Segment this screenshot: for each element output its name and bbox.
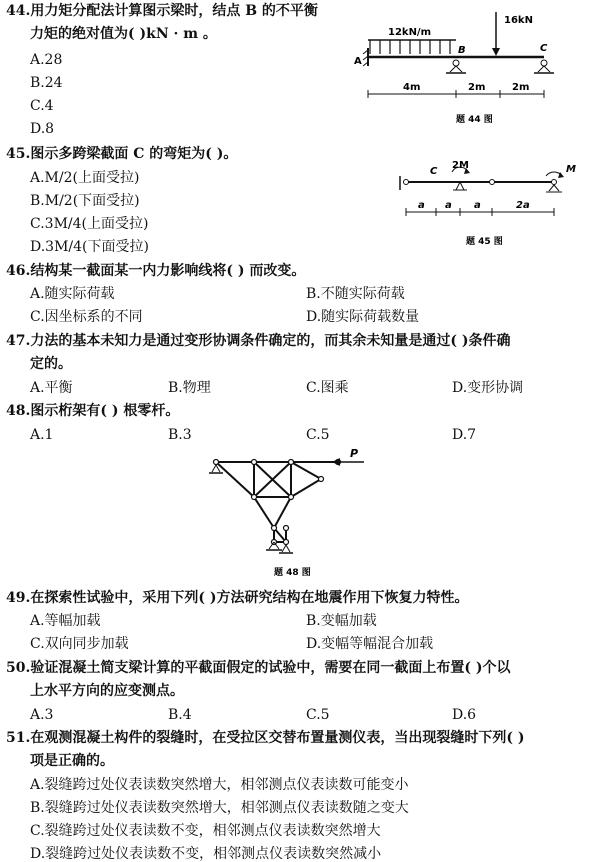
- q45-option-b: B.M/2(下面受拉): [30, 193, 140, 209]
- q48-option-b: B.3: [168, 427, 192, 443]
- figure-48-truss-diagram: [202, 446, 382, 578]
- q51-option-d: D.裂缝跨过处仪表读数不变，相邻测点仪表读数突然减小: [30, 846, 382, 862]
- q47-line-2: 定的。: [30, 356, 72, 372]
- q47-option-d: D.变形协调: [452, 380, 524, 396]
- q48-option-a: A.1: [30, 427, 54, 443]
- figure-44-beam-diagram: [348, 8, 558, 126]
- q44-line-1: 44.用力矩分配法计算图示梁时，结点 B 的不平衡: [6, 3, 318, 19]
- q49-option-c: C.双向同步加载: [30, 636, 129, 652]
- fig48-caption: 题 48 图: [274, 568, 311, 578]
- q46-option-d: D.随实际荷载数量: [306, 309, 420, 325]
- q47-option-c: C.图乘: [306, 380, 349, 396]
- q50-line-2: 上水平方向的应变测点。: [30, 683, 184, 699]
- q48-option-d: D.7: [452, 427, 477, 443]
- fig44-caption: 题 44 图: [456, 115, 493, 125]
- fig44-label-b: B: [458, 45, 466, 56]
- q48-option-c: C.5: [306, 427, 330, 443]
- q47-line-1: 47.力法的基本未知力是通过变形协调条件确定的，而其余未知量是通过( )条件确: [6, 333, 511, 349]
- q51-option-c: C.裂缝跨过处仪表读数不变，相邻测点仪表读数突然增大: [30, 823, 381, 839]
- q49-option-b: B.变幅加载: [306, 613, 377, 629]
- fig45-dim-4: 2a: [516, 200, 530, 211]
- q44-line-2: 力矩的绝对值为( )kN · m 。: [30, 26, 217, 42]
- q51-option-b: B.裂缝跨过处仪表读数突然增大，相邻测点仪表读数随之变大: [30, 800, 409, 816]
- fig45-caption: 题 45 图: [466, 237, 503, 247]
- q48-line-1: 48.图示桁架有( ) 根零杆。: [6, 403, 180, 419]
- fig45-moment-label: M: [566, 164, 576, 175]
- q46-option-a: A.随实际荷载: [30, 286, 115, 302]
- fig44-label-c: C: [540, 43, 548, 54]
- fig44-load-dist-label: 12kN/m: [388, 27, 432, 38]
- q50-option-b: B.4: [168, 707, 192, 723]
- q44-option-a: A.28: [30, 52, 63, 68]
- q50-option-d: D.6: [452, 707, 477, 723]
- q45-option-d: D.3M/4(下面受拉): [30, 239, 149, 255]
- fig45-dim-3: a: [474, 200, 481, 211]
- q46-line-1: 46.结构某一截面某一内力影响线将( ) 而改变。: [6, 263, 306, 279]
- fig45-2m-label: 2M: [452, 160, 469, 171]
- fig45-dim-2: a: [445, 200, 452, 211]
- q49-line-1: 49.在探索性试验中，采用下列( )方法研究结构在地震作用下恢复力特性。: [6, 590, 469, 606]
- q44-option-d: D.8: [30, 121, 55, 137]
- q47-option-a: A.平衡: [30, 380, 73, 396]
- q50-option-a: A.3: [30, 707, 54, 723]
- fig44-dim-3: 2m: [512, 82, 530, 93]
- q51-line-1: 51.在观测混凝土构件的裂缝时，在受拉区交替布置量测仪表，当出现裂缝时下列( ): [6, 730, 525, 746]
- q50-option-c: C.5: [306, 707, 330, 723]
- q45-option-a: A.M/2(上面受拉): [30, 170, 140, 186]
- fig44-label-a: A: [354, 56, 362, 67]
- q45-option-c: C.3M/4(上面受拉): [30, 216, 149, 232]
- figure-45-multispan-beam: [396, 158, 586, 250]
- q46-option-c: C.因坐标系的不同: [30, 309, 143, 325]
- q44-option-b: B.24: [30, 75, 63, 91]
- fig44-dim-1: 4m: [403, 82, 421, 93]
- q50-line-1: 50.验证混凝土简支梁计算的平截面假定的试验中，需要在同一截面上布置( )个以: [6, 660, 511, 676]
- q47-option-b: B.物理: [168, 380, 211, 396]
- q46-option-b: B.不随实际荷载: [306, 286, 405, 302]
- fig48-load-label: P: [350, 447, 359, 460]
- q51-line-2: 项是正确的。: [30, 753, 114, 769]
- fig44-point-load-label: 16kN: [504, 15, 533, 26]
- q44-option-c: C.4: [30, 98, 54, 114]
- q49-option-a: A.等幅加载: [30, 613, 101, 629]
- q45-line-1: 45.图示多跨梁截面 C 的弯矩为( )。: [6, 146, 238, 162]
- fig45-label-c: C: [430, 166, 438, 177]
- q51-option-a: A.裂缝跨过处仪表读数突然增大，相邻测点仪表读数可能变小: [30, 777, 409, 793]
- fig45-dim-1: a: [418, 200, 425, 211]
- q49-option-d: D.变幅等幅混合加载: [306, 636, 434, 652]
- fig44-dim-2: 2m: [468, 82, 486, 93]
